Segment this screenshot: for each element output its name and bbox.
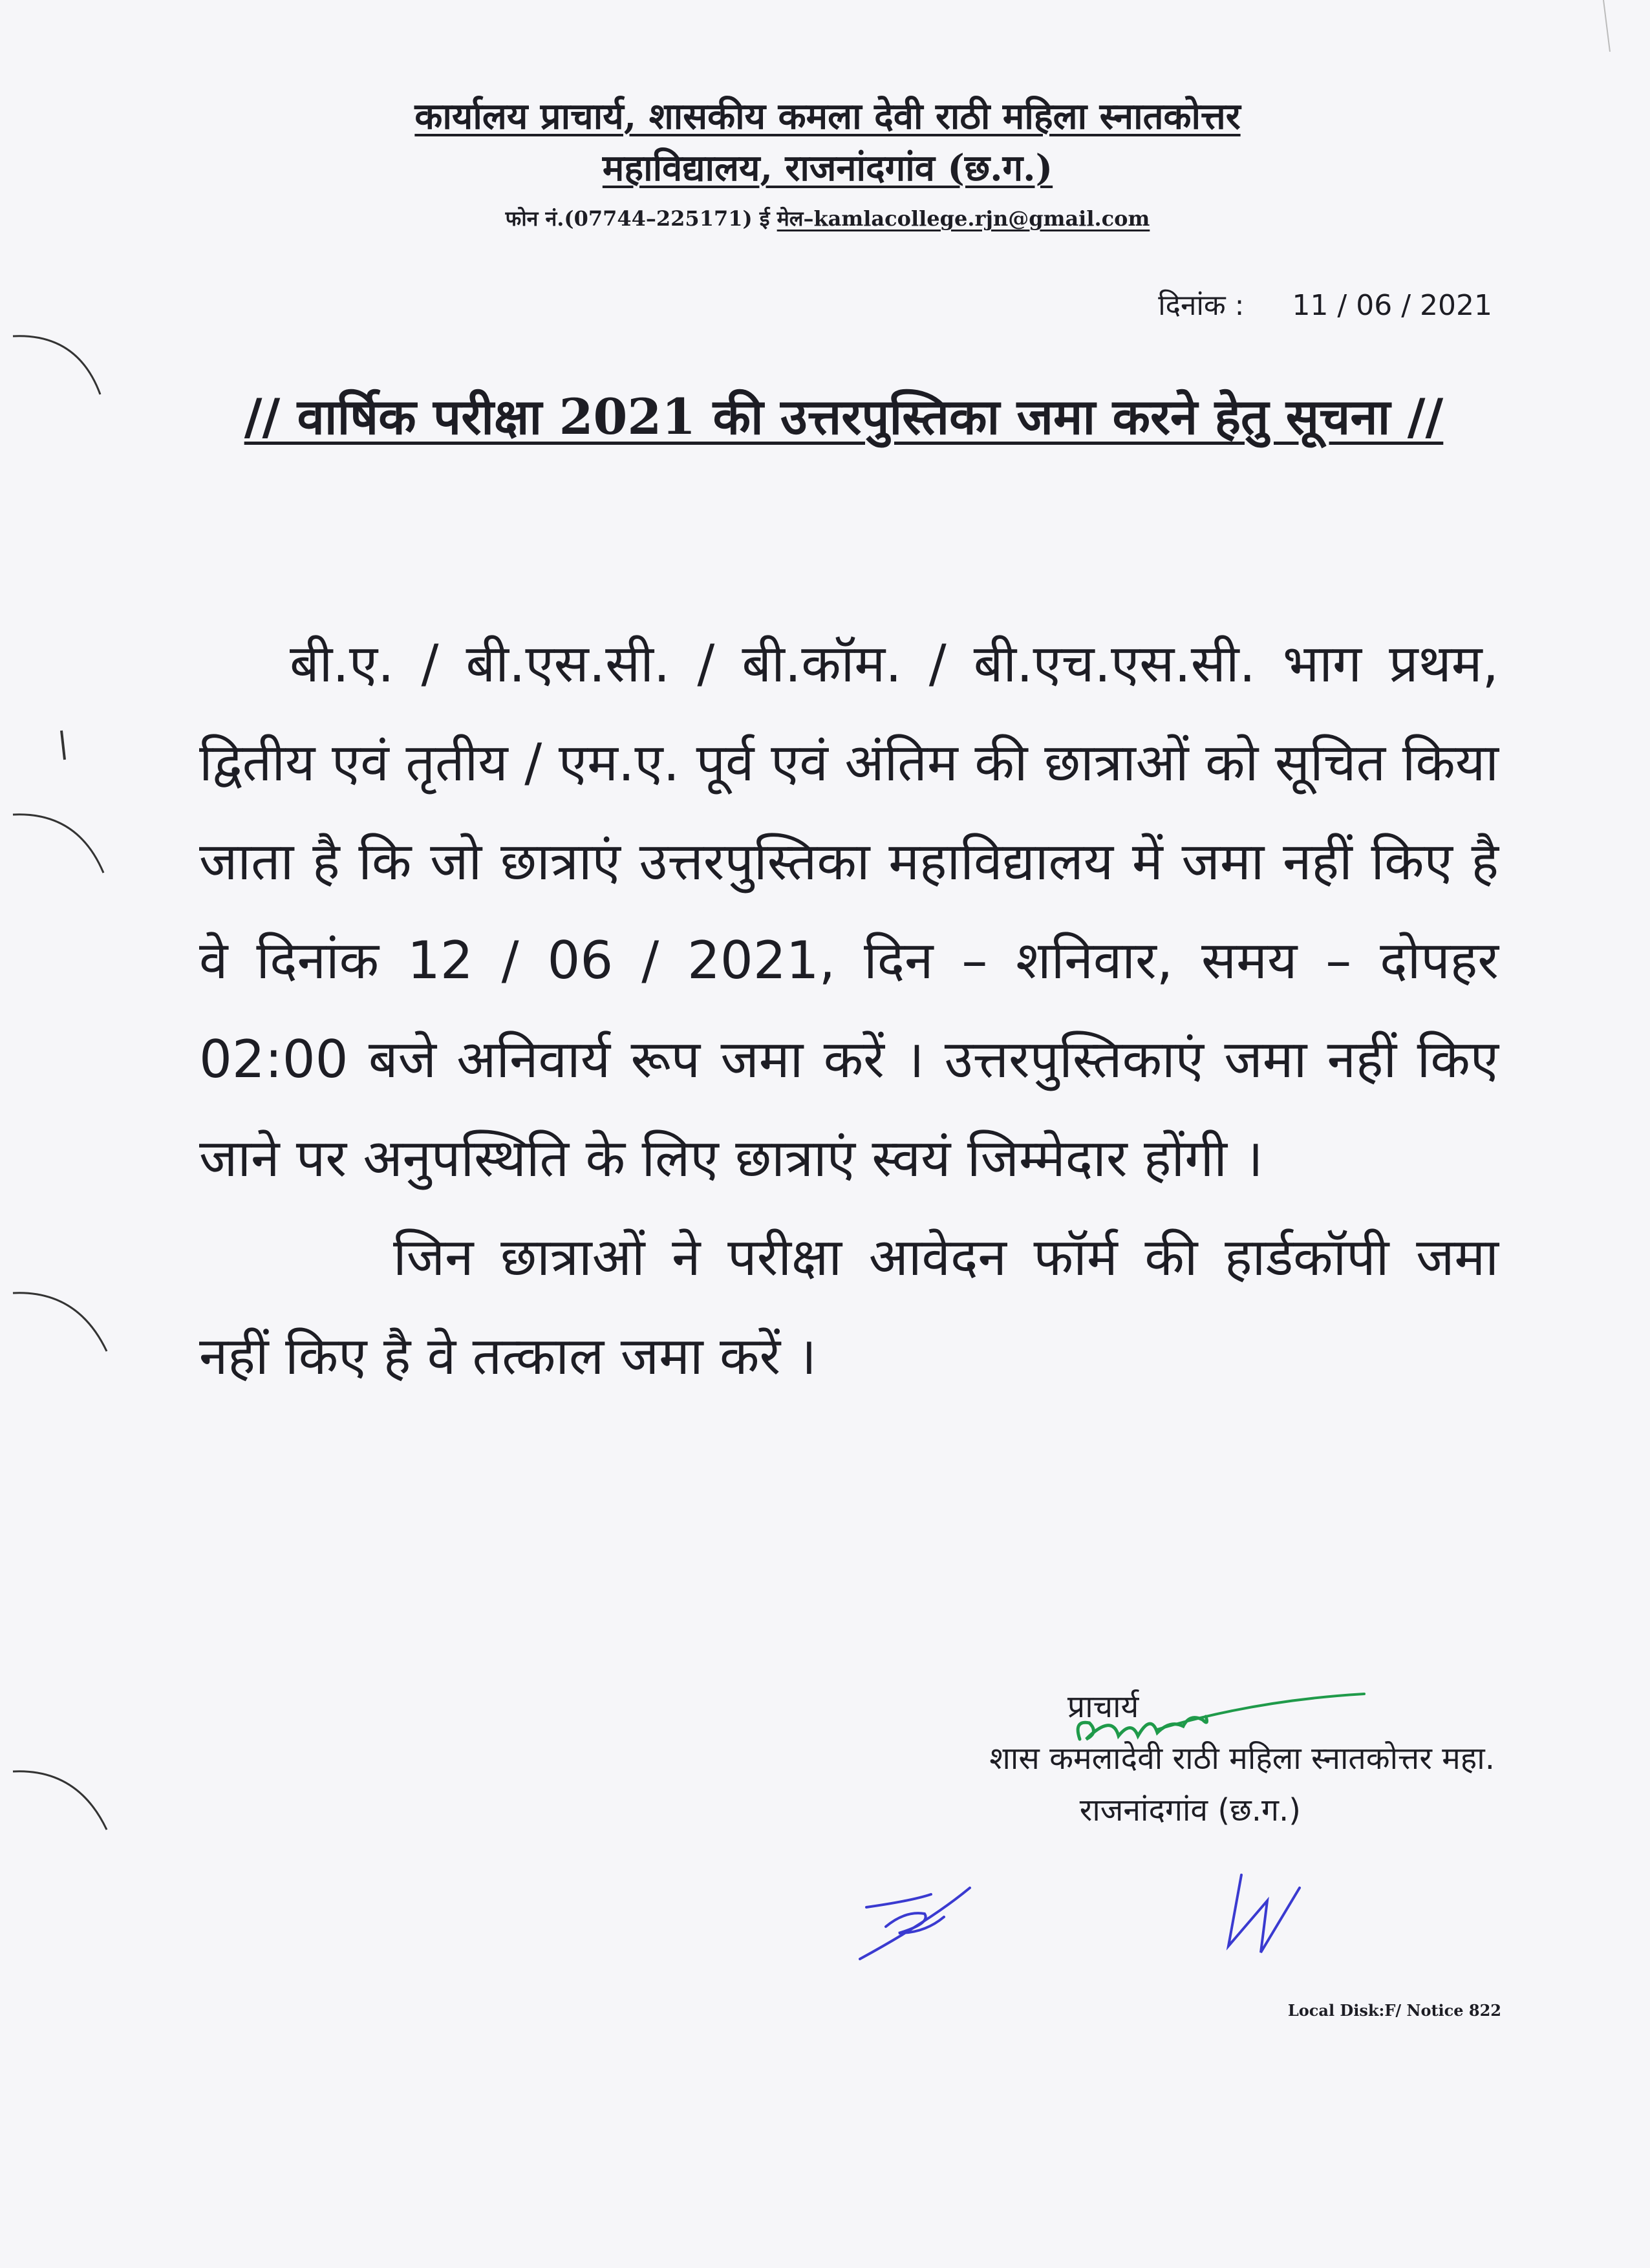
notice-body	[199, 614, 1499, 1406]
notice-date	[1158, 284, 1492, 323]
date-label: दिनांक :	[1158, 289, 1245, 322]
email-address: मेल–kamlacollege.rjn@gmail.com	[777, 206, 1150, 231]
counter-initials	[853, 1849, 1306, 1965]
signature-block	[989, 1681, 1495, 1836]
notice-title: // वार्षिक परीक्षा 2021 की उत्तरपुस्तिका जमा करने हेतु सूचना //	[244, 388, 1444, 445]
notice-paragraph-1: बी.ए. / बी.एस.सी. / बी.कॉम. / बी.एच.एस.सी. भाग प्रथम, द्वितीय एवं तृतीय / एम.ए. पूर्व एवं अंतिम की छात्राओं को सूचित किया जाता है कि जो छात्राएं उत्तरपुस्तिका महाविद्यालय में जमा नहीं किए है वे दिनांक 12 / 06 / 2021, दिन – शनिवार, समय – दोपहर 02:00 बजे अनिवार्य रूप जमा करें । उत्तरपुस्तिकाएं जमा नहीं किए जाने पर अनुपस्थिति के लिए छात्राएं स्वयं जिम्मेदार होंगी ।	[199, 634, 1499, 1188]
file-reference: Local Disk:F/ Notice 822	[1287, 2001, 1501, 2020]
letterhead-college-name: महाविद्यालय, राजनांदगांव (छ.ग.)	[602, 147, 1053, 189]
letterhead-contact	[194, 199, 1461, 238]
signatory-institution: शास कमलादेवी राठी महिला स्नातकोत्तर महा.	[989, 1740, 1495, 1777]
signatory-designation: प्राचार्य	[1067, 1689, 1139, 1725]
signatory-place: राजनांदगांव (छ.ग.)	[1079, 1792, 1301, 1828]
notice-paragraph-2: जिन छात्राओं ने परीक्षा आवेदन फॉर्म की हार्डकॉपी जमा नहीं किए है वे तत्काल जमा करें ।	[199, 1227, 1499, 1386]
date-value: 11 / 06 / 2021	[1292, 289, 1492, 322]
office-letterhead	[194, 91, 1461, 238]
phone-number: फोन नं.(07744–225171) ई	[505, 206, 770, 231]
letterhead-office-name: कार्यालय प्राचार्य, शासकीय कमला देवी राठी महिला स्नातकोत्तर	[414, 95, 1241, 138]
